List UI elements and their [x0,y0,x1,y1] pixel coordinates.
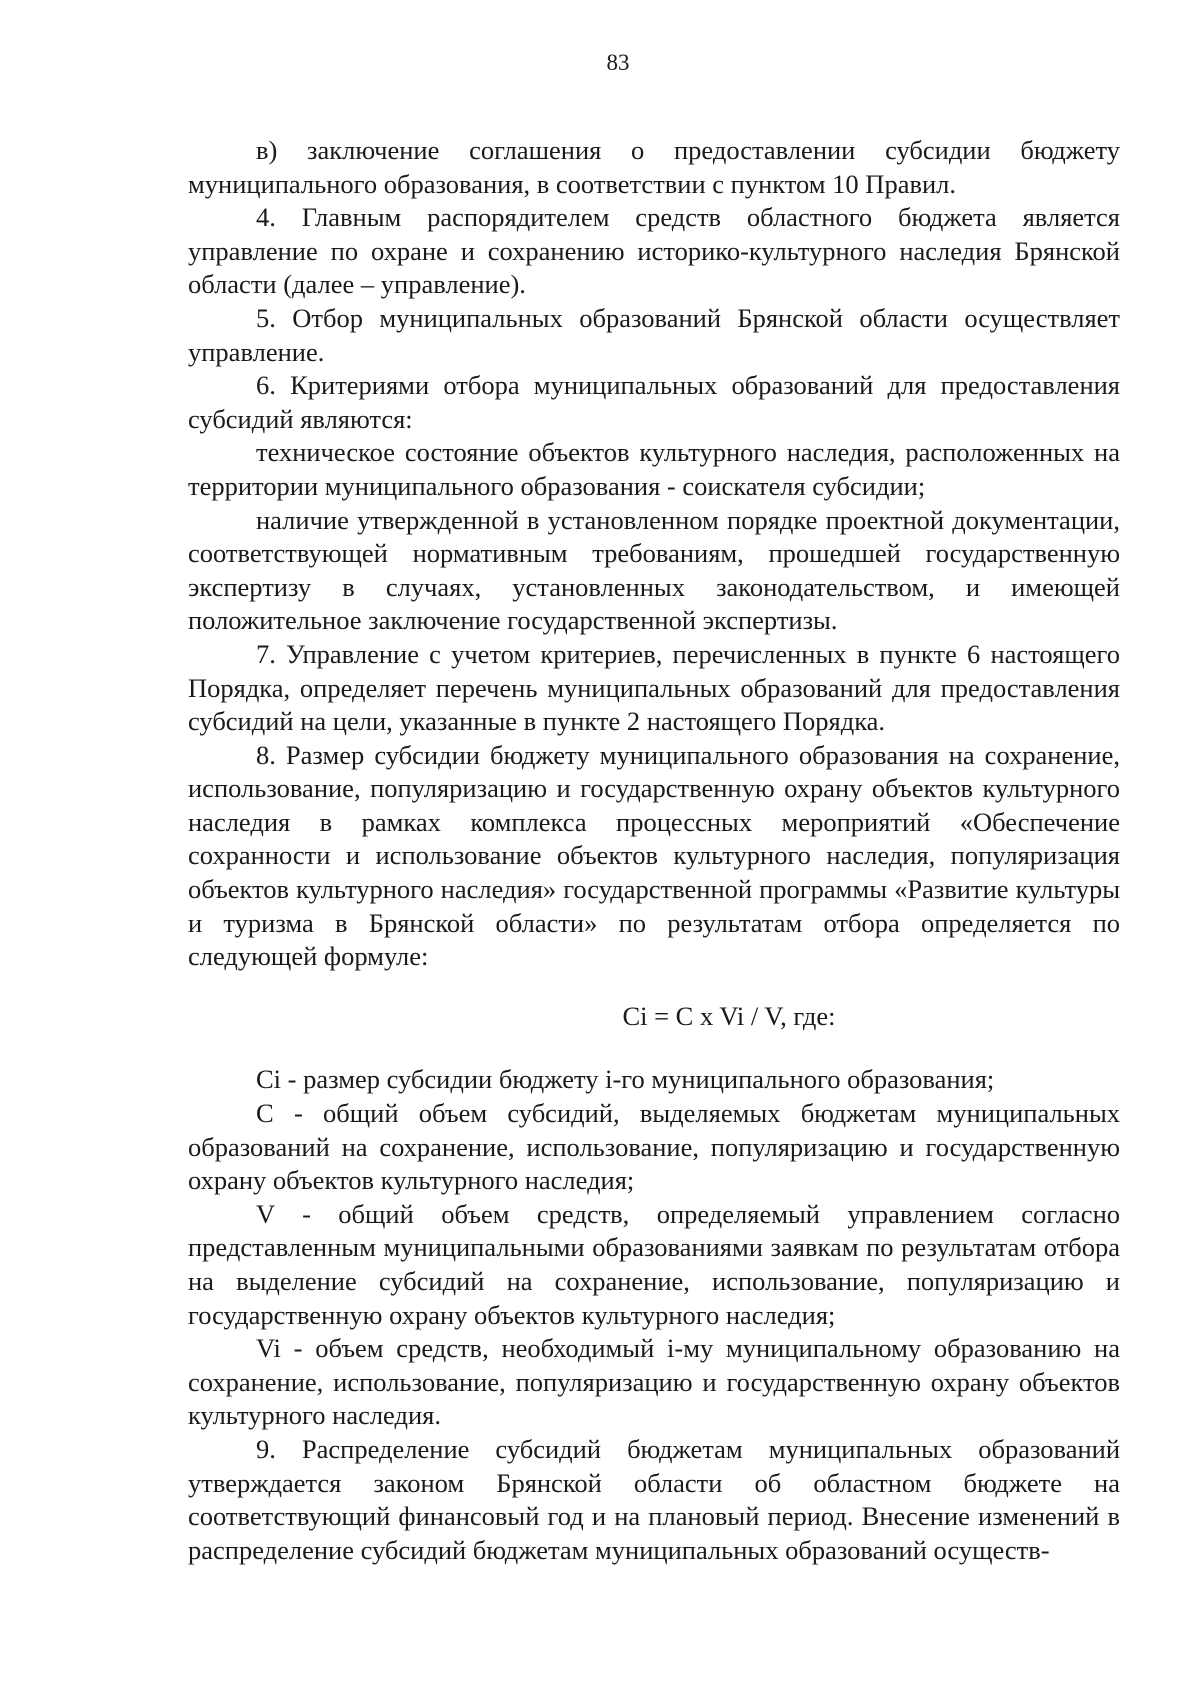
definition-vi: Vi - объем средств, необходимый i-му муниципальному образованию на сохранение, использование, популяризацию и государственную охрану объектов культурного наследия. [188,1333,1120,1431]
paragraph-6: 6. Критериями отбора муниципальных образований для предоставления субсидий являются: [188,370,1120,434]
page-number: 83 [606,50,630,75]
paragraph-item-v: в) заключение соглашения о предоставлении субсидии бюджету муниципального образования, в соответствии с пунктом 10 Правил. [188,135,1120,199]
document-body [188,134,1120,1567]
paragraph-7: 7. Управление с учетом критериев, перечисленных в пункте 6 настоящего Порядка, определяет перечень муниципальных образований для предоставления субсидий на цели, указанные в пункте 2 настоящего Порядка. [188,638,1120,737]
definition-c: C - общий объем субсидий, выделяемых бюджетам муниципальных образований на сохранение, использование, популяризацию и государственную охрану объектов культурного наследия; [188,1098,1120,1196]
paragraph-4: 4. Главным распорядителем средств областного бюджета является управление по охране и сохранению историко-культурного наследия Брянской области (далее – управление). [188,202,1120,300]
paragraph-8: 8. Размер субсидии бюджету муниципального образования на сохранение, использование, популяризацию и государственную охрану объектов культурного наследия в рамках комплекса процессных мероприятий «Обеспечение сохранности и использование объектов культурного наследия, популяризация объектов культурного наследия» государственной программы «Развитие культуры и туризма в Брянской области» по результатам отбора определяется по следующей формуле: [188,739,1120,972]
criteria-technical-state: техническое состояние объектов культурного наследия, расположенных на территории муниципального образования - соискателя субсидии; [188,437,1120,501]
criteria-project-documentation: наличие утвержденной в установленном порядке проектной документации, соответствующей нормативным требованиям, прошедшей государственную экспертизу в случаях, установленных законодательством, и имеющей положительное заключение государственной экспертизы. [188,504,1120,636]
paragraph-9: 9. Распределение субсидий бюджетам муниципальных образований утверждается законом Брянской области об областном бюджете на соответствующий финансовый год и на плановый период. Внесение изменений в распределение субсидий бюджетам муниципальных образований осуществ- [188,1433,1120,1565]
subsidy-formula: Ci = C x Vi / V, где: [622,1000,836,1031]
definition-v: V - общий объем средств, определяемый управлением согласно представленным муниципальными образованиями заявкам по результатам отбора на выделение субсидий на сохранение, использование, популяризацию и государственную охрану объектов культурного наследия; [188,1198,1120,1330]
definition-ci: Ci - размер субсидии бюджету i-го муниципального образования; [256,1064,995,1095]
paragraph-5: 5. Отбор муниципальных образований Брянской области осуществляет управление. [188,302,1120,367]
